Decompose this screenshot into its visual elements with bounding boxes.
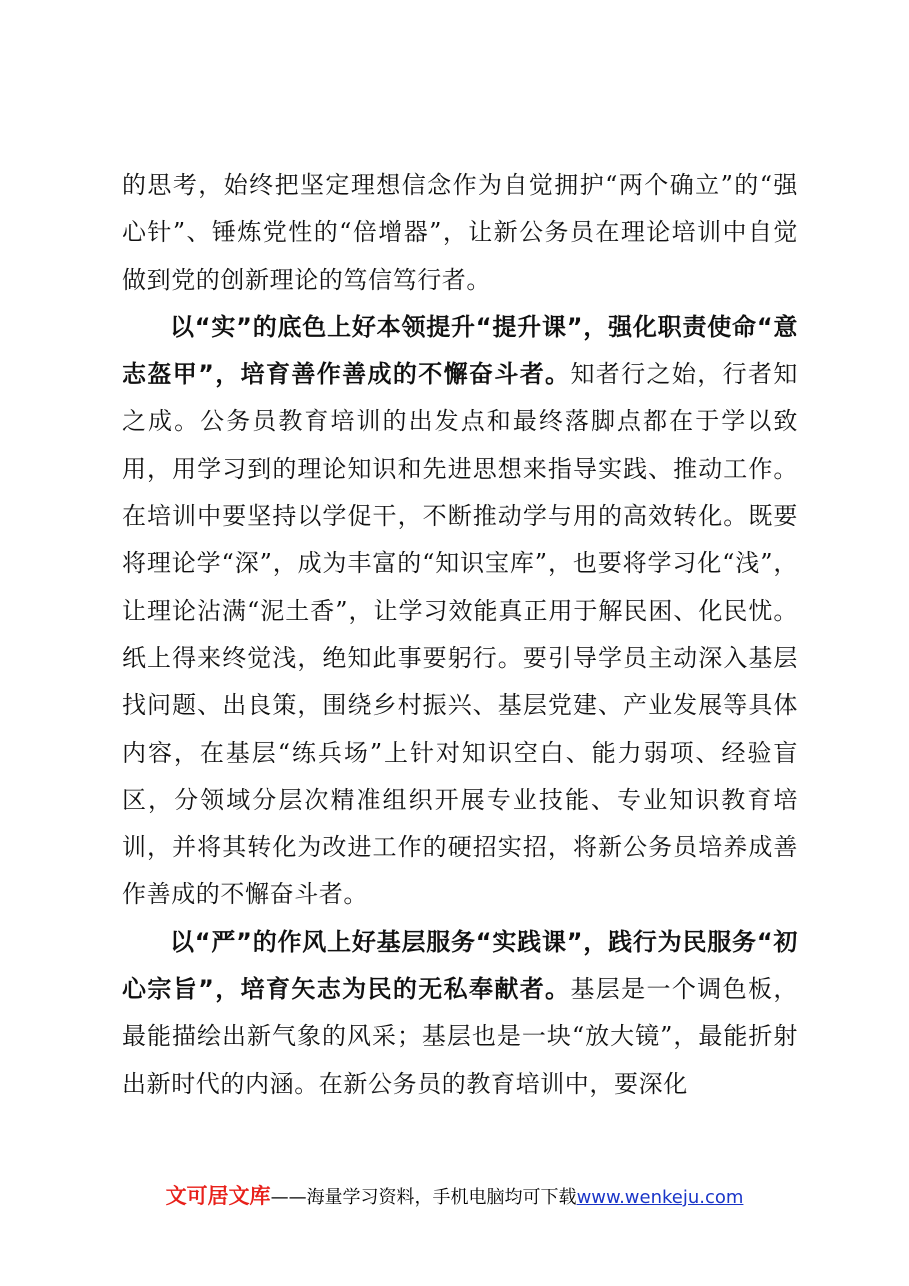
paragraph-2-heading: 以“实”的底色上好本领提升“提升课”，强化职责使命“意志盔甲”，培育善作善成的不懈奋斗者。 — [122, 312, 798, 389]
page-footer — [0, 1180, 909, 1210]
paragraph-2 — [122, 304, 798, 919]
paragraph-3-text: 基层是一个调色板，最能描绘出新气象的风采；基层也是一块“放大镜”，最能折射出新时代的内涵。在新公务员的教育培训中，要深化 — [122, 975, 798, 1098]
document-body — [122, 162, 798, 1108]
paragraph-1-text: 的思考，始终把坚定理想信念作为自觉拥护“两个确立”的“强心针”、锤炼党性的“倍增器”，让新公务员在理论培训中自觉做到党的创新理论的笃信笃行者。 — [122, 171, 798, 294]
footer-link[interactable]: www.wenkeju.com — [576, 1187, 744, 1208]
paragraph-3 — [122, 919, 798, 1108]
footer-tagline: ——海量学习资料，手机电脑均可下载 — [270, 1187, 577, 1208]
paragraph-2-text: 知者行之始，行者知之成。公务员教育培训的出发点和最终落脚点都在于学以致用，用学习到的理论知识和先进思想来指导实践、推动工作。在培训中要坚持以学促干，不断推动学与用的高效转化。既要将理论学“深”，成为丰富的“知识宝库”，也要将学习化“浅”，让理论沾满“泥土香”，让学习效能真正用于解民困、化民忧。纸上得来终觉浅，绝知此事要躬行。要引导学员主动深入基层找问题、出良策，围绕乡村振兴、基层党建、产业发展等具体内容，在基层“练兵场”上针对知识空白、能力弱项、经验盲区，分领域分层次精准组织开展专业技能、专业知识教育培训，并将其转化为改进工作的硬招实招，将新公务员培养成善作善成的不懈奋斗者。 — [122, 360, 798, 909]
footer-brand: 文可居文库 — [165, 1184, 271, 1208]
paragraph-3-heading: 以“严”的作风上好基层服务“实践课”，践行为民服务“初心宗旨”，培育矢志为民的无私奉献者。 — [122, 927, 798, 1004]
paragraph-1 — [122, 162, 798, 304]
